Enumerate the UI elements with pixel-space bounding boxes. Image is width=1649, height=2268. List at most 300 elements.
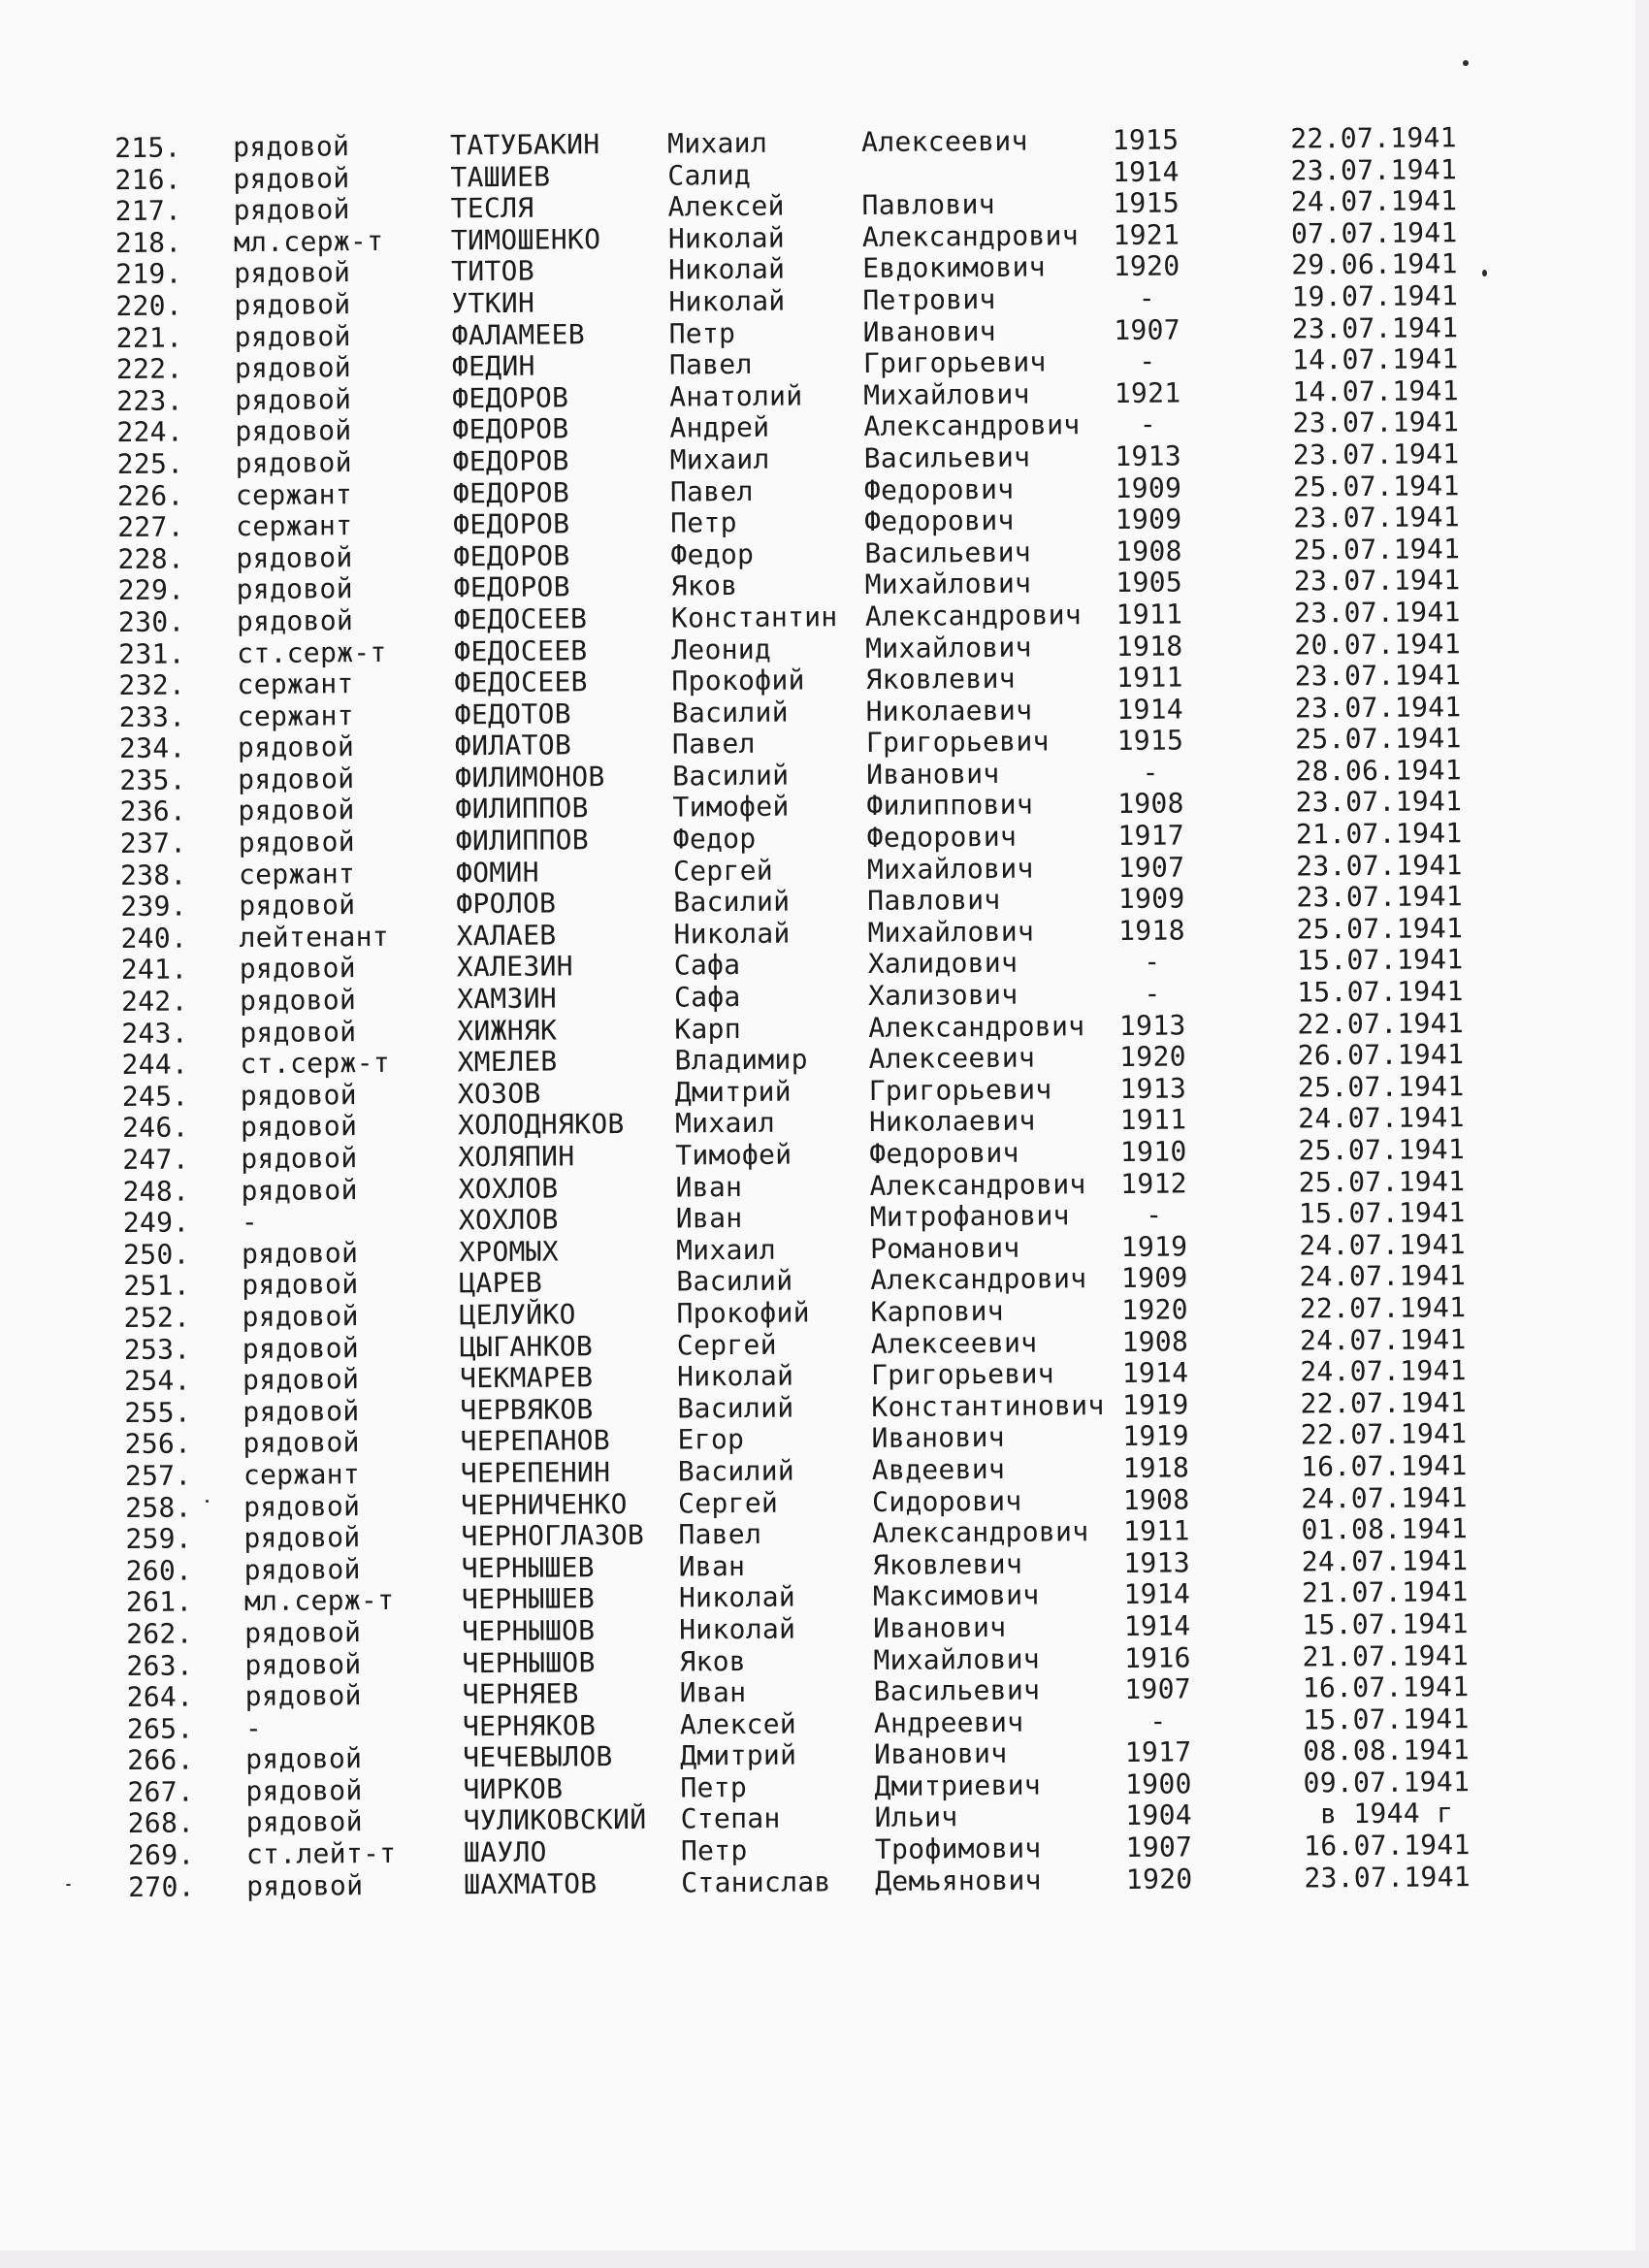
row-number: 226. — [116, 479, 184, 512]
row-date: 22.07.1941 — [1299, 1291, 1467, 1325]
row-patronymic: Романович — [869, 1231, 1020, 1265]
row-birth-year: 1909 — [1120, 1261, 1188, 1295]
row-number: 220. — [115, 289, 183, 323]
row-number: 237. — [119, 826, 187, 860]
row-first-name: Михаил — [669, 442, 770, 476]
row-patronymic: Филиппович — [866, 789, 1034, 823]
row-date: 24.07.1941 — [1299, 1227, 1466, 1262]
row-birth-year: 1919 — [1122, 1419, 1190, 1453]
row-date: 16.07.1941 — [1302, 1670, 1470, 1704]
row-rank: рядовой — [241, 1173, 358, 1207]
row-date: 14.07.1941 — [1291, 342, 1459, 376]
row-number: 246. — [121, 1111, 189, 1145]
row-patronymic: Демьянович — [875, 1863, 1042, 1897]
row-patronymic: Константинович — [871, 1388, 1105, 1423]
row-rank: сержант — [236, 509, 353, 543]
row-birth-year: 1918 — [1116, 629, 1183, 663]
row-patronymic: Васильевич — [863, 440, 1031, 474]
row-date: 23.07.1941 — [1292, 405, 1460, 439]
row-number: 240. — [120, 922, 188, 955]
row-birth-year: 1914 — [1112, 155, 1180, 188]
row-birth-year: 1920 — [1113, 249, 1180, 283]
row-surname: ФЕДОРОВ — [452, 412, 569, 446]
row-birth-year: 1900 — [1124, 1767, 1192, 1800]
row-date: 29.06.1941 — [1291, 247, 1459, 281]
row-birth-year: 1914 — [1121, 1356, 1189, 1390]
row-date: 22.07.1941 — [1290, 121, 1457, 155]
row-birth-year: 1915 — [1116, 724, 1184, 758]
row-surname: ФЕДОРОВ — [453, 570, 570, 604]
row-surname: ЧИРКОВ — [463, 1772, 564, 1806]
row-number: 249. — [122, 1206, 190, 1240]
row-surname: ЧЕКМАРЕВ — [459, 1361, 594, 1395]
row-birth-year: 1917 — [1124, 1735, 1192, 1769]
row-surname: ТАТУБАКИН — [449, 128, 600, 162]
row-first-name: Николай — [673, 917, 791, 951]
row-number: 253. — [123, 1333, 191, 1366]
row-surname: ХОХЛОВ — [458, 1172, 559, 1205]
row-first-name: Павел — [671, 728, 756, 761]
row-number: 244. — [121, 1048, 189, 1082]
row-rank: ст.серж-т — [240, 1047, 391, 1081]
row-first-name: Василий — [676, 1264, 793, 1298]
row-date: 24.07.1941 — [1299, 1259, 1467, 1293]
row-birth-year: 1911 — [1122, 1514, 1190, 1548]
row-surname: ЦАРЕВ — [459, 1267, 543, 1300]
row-patronymic: Федорович — [864, 503, 1015, 538]
row-patronymic: Павлович — [867, 884, 1001, 918]
row-number: 225. — [116, 447, 184, 480]
row-number: 269. — [127, 1838, 195, 1872]
row-number: 227. — [117, 510, 184, 544]
row-first-name: Николай — [676, 1359, 794, 1393]
row-number: 258. — [124, 1491, 192, 1524]
row-first-name: Иван — [679, 1676, 747, 1709]
row-patronymic: Александрович — [870, 1262, 1087, 1297]
row-surname: ХАЛАЕВ — [456, 919, 557, 953]
row-rank: рядовой — [243, 1521, 361, 1555]
row-patronymic: Яковлевич — [872, 1547, 1023, 1581]
row-rank: рядовой — [233, 193, 350, 227]
row-number: 232. — [118, 668, 186, 702]
row-number: 229. — [117, 573, 185, 607]
row-rank: рядовой — [240, 1015, 357, 1049]
row-number: 247. — [122, 1143, 190, 1177]
row-date: 15.07.1941 — [1302, 1607, 1470, 1641]
row-rank: рядовой — [232, 130, 350, 164]
row-date: 23.07.1941 — [1296, 848, 1463, 883]
row-date: 23.07.1941 — [1304, 1860, 1471, 1895]
row-surname: ЧЕЧЕВЫЛОВ — [463, 1740, 613, 1774]
row-surname: ФЕДОСЕЕВ — [454, 633, 588, 667]
row-date: 16.07.1941 — [1300, 1449, 1468, 1483]
row-birth-year: 1908 — [1121, 1324, 1189, 1358]
row-date: 21.07.1941 — [1295, 817, 1463, 851]
row-surname: ХАЛЕЗИН — [456, 950, 573, 984]
row-birth-year: 1920 — [1121, 1293, 1188, 1326]
row-rank: рядовой — [240, 1110, 358, 1144]
row-patronymic: Михайлович — [866, 852, 1034, 886]
row-birth-year: 1919 — [1120, 1230, 1188, 1263]
row-surname: ХРОМЫХ — [458, 1235, 560, 1269]
row-date: 26.07.1941 — [1297, 1038, 1465, 1072]
row-number: 235. — [119, 763, 187, 796]
row-number: 242. — [120, 985, 188, 1019]
row-number: 252. — [123, 1301, 191, 1335]
personnel-roster — [0, 121, 1649, 1905]
row-birth-year: 1907 — [1117, 851, 1185, 884]
row-surname: ЧЕРНЫШЕВ — [461, 1550, 596, 1585]
row-rank: рядовой — [245, 1805, 363, 1839]
row-birth-year: - — [1142, 756, 1159, 789]
row-number: 264. — [126, 1680, 194, 1714]
row-first-name: Иван — [675, 1202, 743, 1235]
row-first-name: Петр — [680, 1770, 748, 1804]
row-number: 219. — [115, 257, 182, 291]
row-patronymic: Иванович — [874, 1737, 1008, 1771]
row-first-name: Василий — [671, 696, 789, 729]
row-surname: ФЕДИН — [451, 349, 535, 383]
row-number: 216. — [114, 163, 182, 196]
row-birth-year: 1907 — [1125, 1831, 1193, 1864]
row-number: 217. — [114, 194, 182, 228]
row-birth-year: 1920 — [1125, 1863, 1193, 1895]
row-surname: ЧЕРНЫШЕВ — [461, 1582, 596, 1616]
row-number: 262. — [126, 1617, 193, 1650]
row-birth-year: 1914 — [1116, 693, 1184, 726]
row-date: 25.07.1941 — [1293, 532, 1461, 567]
row-patronymic: Иванович — [871, 1421, 1005, 1455]
row-first-name: Алексей — [667, 189, 785, 223]
row-surname: ЧЕРНЫШОВ — [462, 1614, 596, 1648]
row-patronymic: Александрович — [864, 599, 1083, 632]
row-patronymic: Александрович — [869, 1167, 1086, 1202]
row-rank: рядовой — [235, 446, 352, 480]
row-date: 21.07.1941 — [1302, 1638, 1470, 1673]
row-number: 239. — [120, 890, 188, 923]
row-date: 25.07.1941 — [1297, 1069, 1465, 1104]
row-rank: рядовой — [242, 1489, 361, 1523]
row-rank: лейтенант — [239, 920, 390, 954]
row-date: 24.07.1941 — [1301, 1480, 1468, 1515]
row-number: 233. — [118, 700, 186, 733]
row-rank: рядовой — [236, 604, 354, 638]
row-rank: рядовой — [245, 1773, 363, 1807]
row-birth-year: 1917 — [1117, 819, 1185, 853]
row-date: 28.06.1941 — [1295, 754, 1463, 788]
row-surname: ФАЛАМЕЕВ — [451, 317, 586, 351]
row-birth-year: 1916 — [1123, 1640, 1191, 1674]
row-surname: ХОХЛОВ — [458, 1203, 559, 1237]
row-surname: ФРОЛОВ — [456, 887, 557, 921]
row-surname: ХИЖНЯК — [457, 1014, 558, 1047]
row-birth-year: 1921 — [1114, 376, 1181, 409]
row-date: 08.08.1941 — [1303, 1733, 1471, 1767]
row-patronymic: Митрофанович — [869, 1199, 1070, 1234]
row-surname: УТКИН — [451, 286, 535, 320]
row-rank: рядовой — [242, 1331, 360, 1365]
row-date: 23.07.1941 — [1294, 690, 1462, 725]
row-first-name: Иван — [675, 1170, 743, 1204]
row-patronymic: Григорьевич — [862, 345, 1047, 380]
row-birth-year: 1905 — [1116, 566, 1183, 599]
row-surname: ФОМИН — [455, 856, 539, 889]
row-number: 215. — [113, 131, 181, 165]
row-date: 23.07.1941 — [1292, 437, 1460, 471]
row-rank: рядовой — [242, 1268, 359, 1302]
row-rank: - — [244, 1711, 263, 1744]
row-surname: ЧЕРЕПЕНИН — [460, 1456, 611, 1490]
row-patronymic: Григорьевич — [865, 725, 1050, 760]
row-date: 25.07.1941 — [1298, 1133, 1466, 1167]
row-first-name: Леонид — [671, 632, 772, 666]
row-number: 248. — [122, 1175, 190, 1208]
row-birth-year: 1909 — [1115, 502, 1182, 536]
row-birth-year: 1921 — [1113, 218, 1180, 251]
row-birth-year: 1904 — [1125, 1798, 1193, 1832]
row-first-name: Андрей — [669, 411, 770, 444]
row-rank: рядовой — [241, 1142, 358, 1176]
row-surname: ЧЕРНОГЛАЗОВ — [461, 1518, 645, 1553]
row-first-name: Николай — [678, 1580, 796, 1614]
row-date: 22.07.1941 — [1300, 1385, 1468, 1420]
row-patronymic: Григорьевич — [868, 1073, 1052, 1107]
row-patronymic: Максимович — [872, 1578, 1040, 1613]
row-first-name: Михаил — [666, 126, 768, 160]
row-patronymic: Алексеевич — [868, 1041, 1036, 1076]
row-number: 256. — [124, 1427, 192, 1461]
row-number: 230. — [117, 605, 185, 638]
row-date: 24.07.1941 — [1301, 1543, 1469, 1578]
row-rank: рядовой — [234, 256, 351, 290]
row-surname: ФЕДОРОВ — [452, 444, 569, 478]
row-number: 267. — [127, 1775, 195, 1808]
row-surname: ФЕДОТОВ — [454, 697, 571, 731]
row-birth-year: - — [1149, 1704, 1167, 1737]
row-date: 07.07.1941 — [1290, 215, 1458, 250]
row-first-name: Михаил — [674, 1107, 776, 1140]
row-birth-year: - — [1138, 281, 1156, 314]
row-patronymic: Авдеевич — [871, 1452, 1006, 1486]
row-number: 223. — [116, 384, 183, 417]
row-surname: ФЕДОРОВ — [453, 539, 570, 573]
row-first-name: Петр — [668, 316, 736, 350]
row-patronymic: Сидорович — [871, 1484, 1022, 1518]
row-date: 25.07.1941 — [1292, 469, 1460, 503]
row-patronymic: Карпович — [870, 1294, 1004, 1328]
row-patronymic: Федорович — [863, 472, 1015, 506]
row-first-name: Тимофей — [672, 791, 790, 825]
row-number: 263. — [126, 1648, 194, 1682]
row-patronymic: Иванович — [866, 757, 1000, 791]
row-rank: рядовой — [235, 414, 352, 448]
row-date: 22.07.1941 — [1300, 1417, 1468, 1451]
row-first-name: Федор — [672, 822, 757, 856]
row-patronymic: Александрович — [868, 1009, 1085, 1044]
row-first-name: Николай — [668, 284, 786, 318]
row-first-name: Яков — [679, 1644, 747, 1678]
row-surname: ФЕДОРОВ — [452, 381, 569, 415]
row-birth-year: - — [1144, 977, 1161, 1010]
row-patronymic: Андреевич — [873, 1705, 1024, 1739]
row-rank: рядовой — [238, 826, 355, 859]
row-first-name: Карп — [674, 1012, 742, 1046]
row-first-name: Станислав — [681, 1864, 831, 1899]
row-surname: ТИМОШЕНКО — [450, 222, 601, 257]
row-rank: сержант — [238, 857, 356, 891]
row-number: 245. — [121, 1080, 189, 1113]
row-patronymic: Дмитриевич — [874, 1768, 1042, 1802]
row-date: 16.07.1941 — [1303, 1829, 1471, 1863]
row-first-name: Павел — [668, 348, 753, 381]
row-rank: рядовой — [234, 319, 351, 353]
row-first-name: Дмитрий — [674, 1075, 792, 1109]
row-birth-year: 1918 — [1118, 914, 1185, 947]
row-number: 257. — [124, 1459, 192, 1492]
row-patronymic: Яковлевич — [865, 662, 1016, 697]
row-number: 236. — [119, 794, 187, 828]
row-rank: рядовой — [242, 1363, 360, 1397]
row-date: 23.07.1941 — [1296, 880, 1464, 914]
row-first-name: Анатолий — [669, 379, 803, 413]
row-birth-year: 1913 — [1115, 439, 1182, 472]
row-patronymic: Михайлович — [863, 377, 1030, 411]
row-number: 270. — [128, 1870, 195, 1903]
row-rank: рядовой — [241, 1236, 359, 1270]
row-date: 14.07.1941 — [1292, 373, 1460, 408]
row-birth-year: 1910 — [1119, 1135, 1187, 1168]
row-rank: рядовой — [238, 762, 355, 795]
row-birth-year: 1918 — [1122, 1451, 1190, 1484]
row-surname: ФЕДОРОВ — [453, 507, 570, 541]
row-patronymic: Трофимович — [874, 1831, 1042, 1866]
row-rank: рядовой — [237, 730, 355, 764]
row-birth-year: 1907 — [1114, 313, 1181, 346]
row-date: 23.07.1941 — [1291, 310, 1459, 345]
row-number: 254. — [123, 1364, 191, 1398]
row-number: 241. — [120, 953, 188, 987]
row-date: 15.07.1941 — [1302, 1701, 1470, 1736]
row-birth-year: 1912 — [1120, 1167, 1187, 1200]
page-edge-bottom — [0, 2251, 1649, 2268]
row-surname: ТАШИЕВ — [450, 160, 551, 193]
row-rank: рядовой — [239, 984, 357, 1018]
row-patronymic: Михайлович — [864, 567, 1032, 601]
row-rank: мл.серж-т — [243, 1584, 395, 1618]
row-first-name: Константин — [670, 600, 838, 634]
row-first-name: Сафа — [673, 981, 741, 1014]
row-patronymic: Федорович — [869, 1136, 1019, 1170]
row-surname: ХОЗОВ — [457, 1077, 541, 1111]
row-birth-year: 1911 — [1119, 1103, 1187, 1137]
row-surname: ФИЛИМОНОВ — [455, 760, 605, 794]
row-number: 224. — [116, 415, 184, 449]
row-first-name: Сергей — [676, 1328, 777, 1362]
row-date: 23.07.1941 — [1290, 152, 1458, 187]
row-surname: ТИТОВ — [451, 255, 535, 288]
row-birth-year: 1907 — [1124, 1672, 1192, 1706]
row-date: 21.07.1941 — [1301, 1575, 1469, 1609]
row-patronymic: Александрович — [861, 219, 1080, 253]
row-surname: ШАХМАТОВ — [464, 1866, 598, 1900]
row-rank: рядовой — [239, 952, 357, 986]
row-surname: ЧЕРВЯКОВ — [460, 1392, 594, 1427]
row-rank: сержант — [235, 477, 353, 511]
row-surname: ЦЕЛУЙКО — [459, 1298, 576, 1332]
row-number: 234. — [118, 731, 186, 765]
row-first-name: Петр — [670, 506, 737, 539]
row-patronymic: Григорьевич — [870, 1357, 1054, 1392]
row-number: 250. — [122, 1238, 190, 1271]
row-rank: рядовой — [238, 794, 355, 827]
row-patronymic: Иванович — [872, 1610, 1007, 1644]
row-number: 251. — [123, 1269, 191, 1303]
row-birth-year: 1915 — [1112, 123, 1180, 156]
row-rank: рядовой — [236, 540, 353, 574]
row-birth-year: 1909 — [1115, 470, 1182, 504]
row-first-name: Павел — [678, 1518, 762, 1551]
row-first-name: Егор — [677, 1423, 745, 1456]
row-date: 25.07.1941 — [1295, 722, 1462, 756]
row-surname: ФИЛАТОВ — [454, 729, 572, 762]
row-surname: ФЕДОСЕЕВ — [453, 602, 588, 636]
row-date: 24.07.1941 — [1300, 1354, 1467, 1388]
row-number: 260. — [125, 1554, 193, 1587]
row-patronymic: Николаевич — [865, 694, 1033, 728]
row-rank: сержант — [242, 1458, 361, 1492]
row-first-name: Яков — [670, 569, 738, 602]
row-date: 19.07.1941 — [1291, 279, 1459, 313]
row-date: 15.07.1941 — [1298, 1196, 1466, 1230]
row-rank: рядовой — [239, 889, 356, 923]
row-date: 01.08.1941 — [1301, 1512, 1469, 1546]
row-surname: ТЕСЛЯ — [450, 191, 534, 225]
row-first-name: Николай — [667, 253, 786, 286]
row-patronymic: Хализович — [867, 978, 1018, 1013]
row-first-name: Николай — [667, 221, 786, 255]
row-number: 261. — [125, 1585, 193, 1619]
row-first-name: Василий — [673, 885, 791, 919]
row-first-name: Михаил — [675, 1233, 777, 1267]
row-birth-year: - — [1139, 344, 1156, 377]
row-birth-year: 1913 — [1123, 1546, 1191, 1579]
row-patronymic: Федорович — [866, 820, 1018, 855]
row-first-name: Петр — [680, 1834, 748, 1867]
row-date: в 1944 г — [1319, 1797, 1454, 1831]
row-number: 221. — [115, 321, 183, 354]
row-number: 259. — [125, 1522, 193, 1556]
row-surname: ЦЫГАНКОВ — [459, 1329, 594, 1363]
scan-speck — [1463, 60, 1469, 66]
row-birth-year: - — [1144, 946, 1161, 979]
row-patronymic: Халидович — [867, 947, 1018, 981]
row-date: 24.07.1941 — [1290, 184, 1458, 218]
row-date: 23.07.1941 — [1293, 501, 1461, 535]
row-first-name: Алексей — [679, 1707, 797, 1741]
row-first-name: Степан — [680, 1802, 781, 1836]
row-birth-year: 1914 — [1123, 1577, 1191, 1611]
row-patronymic: Иванович — [862, 314, 997, 348]
row-birth-year: 1911 — [1116, 661, 1183, 695]
row-date: 24.07.1941 — [1298, 1101, 1465, 1135]
row-patronymic: Михайлович — [873, 1642, 1041, 1676]
row-number: 255. — [124, 1396, 192, 1429]
row-date: 23.07.1941 — [1294, 659, 1462, 693]
row-birth-year: 1911 — [1116, 598, 1183, 631]
row-date: 25.07.1941 — [1298, 1164, 1466, 1199]
row-surname: ЧЕРНЯКОВ — [462, 1708, 597, 1742]
row-surname: ХОЛЯПИН — [458, 1140, 575, 1174]
